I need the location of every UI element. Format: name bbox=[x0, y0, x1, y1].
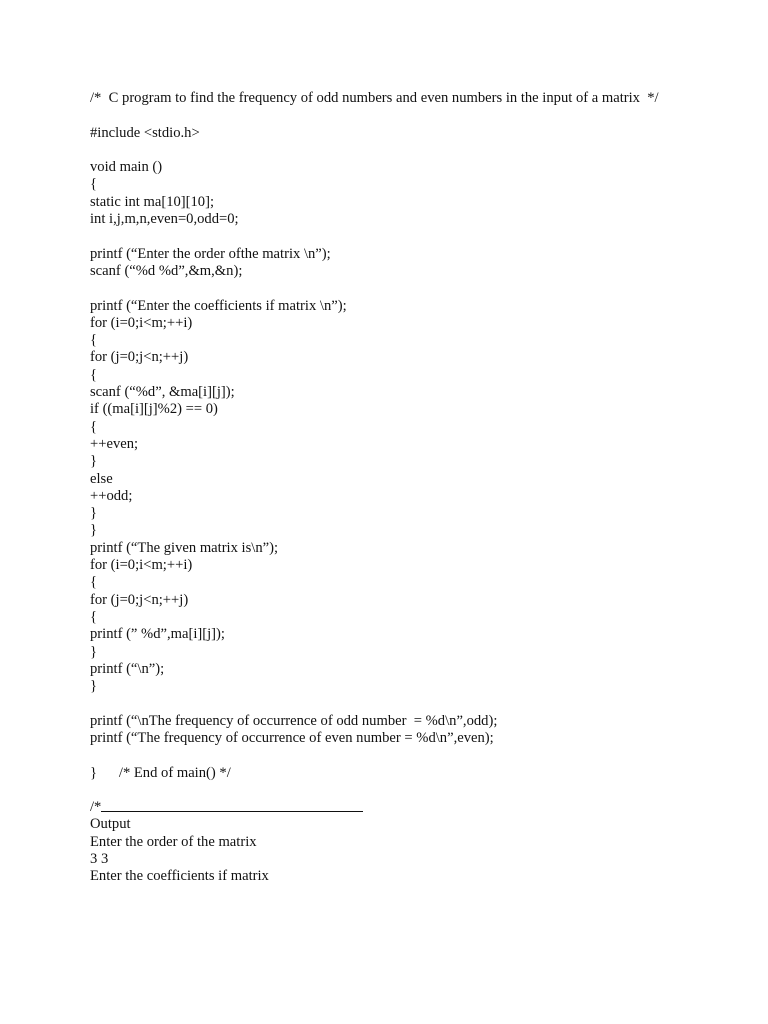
spacer bbox=[90, 142, 730, 159]
code-line bbox=[90, 280, 730, 297]
code-line: else bbox=[90, 470, 113, 487]
separator-rule bbox=[101, 811, 363, 812]
code-line: printf (“Enter the coefficients if matrix \n”); bbox=[90, 297, 347, 314]
code-block bbox=[90, 159, 730, 782]
document-body bbox=[90, 90, 730, 886]
code-line: } /* End of main() */ bbox=[90, 764, 231, 781]
code-line: { bbox=[90, 574, 98, 591]
spacer bbox=[90, 782, 730, 799]
code-line: } bbox=[90, 453, 98, 470]
code-line: printf (“Enter the order ofthe matrix \n”); bbox=[90, 245, 331, 262]
output-line: 3 3 bbox=[90, 851, 109, 868]
code-line: for (j=0;j<n;++j) bbox=[90, 591, 189, 608]
output-comment-prefix: /* bbox=[90, 799, 102, 816]
code-line: printf (“The given matrix is\n”); bbox=[90, 539, 279, 556]
code-line: void main () bbox=[90, 159, 163, 176]
code-line: printf (“The frequency of occurrence of even number = %d\n”,even); bbox=[90, 729, 494, 746]
code-line bbox=[90, 228, 730, 245]
output-block bbox=[90, 816, 730, 885]
code-line: printf (“\n”); bbox=[90, 660, 165, 677]
output-separator bbox=[90, 799, 730, 816]
output-line: Enter the order of the matrix bbox=[90, 833, 257, 850]
code-line: { bbox=[90, 608, 98, 625]
code-line bbox=[90, 747, 730, 764]
code-line: { bbox=[90, 366, 98, 383]
code-line: { bbox=[90, 332, 98, 349]
code-line: } bbox=[90, 643, 98, 660]
code-line: for (j=0;j<n;++j) bbox=[90, 349, 189, 366]
code-line: if ((ma[i][j]%2) == 0) bbox=[90, 401, 218, 418]
spacer bbox=[90, 107, 730, 124]
code-line bbox=[90, 695, 730, 712]
output-line: Output bbox=[90, 816, 131, 833]
code-line: int i,j,m,n,even=0,odd=0; bbox=[90, 211, 239, 228]
code-line: { bbox=[90, 176, 98, 193]
code-line: { bbox=[90, 418, 98, 435]
code-line: } bbox=[90, 505, 98, 522]
code-line: ++odd; bbox=[90, 487, 133, 504]
header-comment: /* C program to find the frequency of odd numbers and even numbers in the input of a matrix */ bbox=[90, 90, 659, 106]
include-line: #include <stdio.h> bbox=[90, 124, 200, 141]
code-line: scanf (“%d”, &ma[i][j]); bbox=[90, 384, 235, 401]
code-line: ++even; bbox=[90, 435, 139, 452]
code-line: for (i=0;i<m;++i) bbox=[90, 557, 193, 574]
code-line: } bbox=[90, 522, 98, 539]
code-line: printf (“\nThe frequency of occurrence of odd number = %d\n”,odd); bbox=[90, 712, 498, 729]
code-line: printf (” %d”,ma[i][j]); bbox=[90, 626, 225, 643]
code-line: scanf (“%d %d”,&m,&n); bbox=[90, 262, 243, 279]
code-line: for (i=0;i<m;++i) bbox=[90, 314, 193, 331]
code-line: } bbox=[90, 678, 98, 695]
output-line: Enter the coefficients if matrix bbox=[90, 868, 269, 885]
code-line: static int ma[10][10]; bbox=[90, 193, 215, 210]
